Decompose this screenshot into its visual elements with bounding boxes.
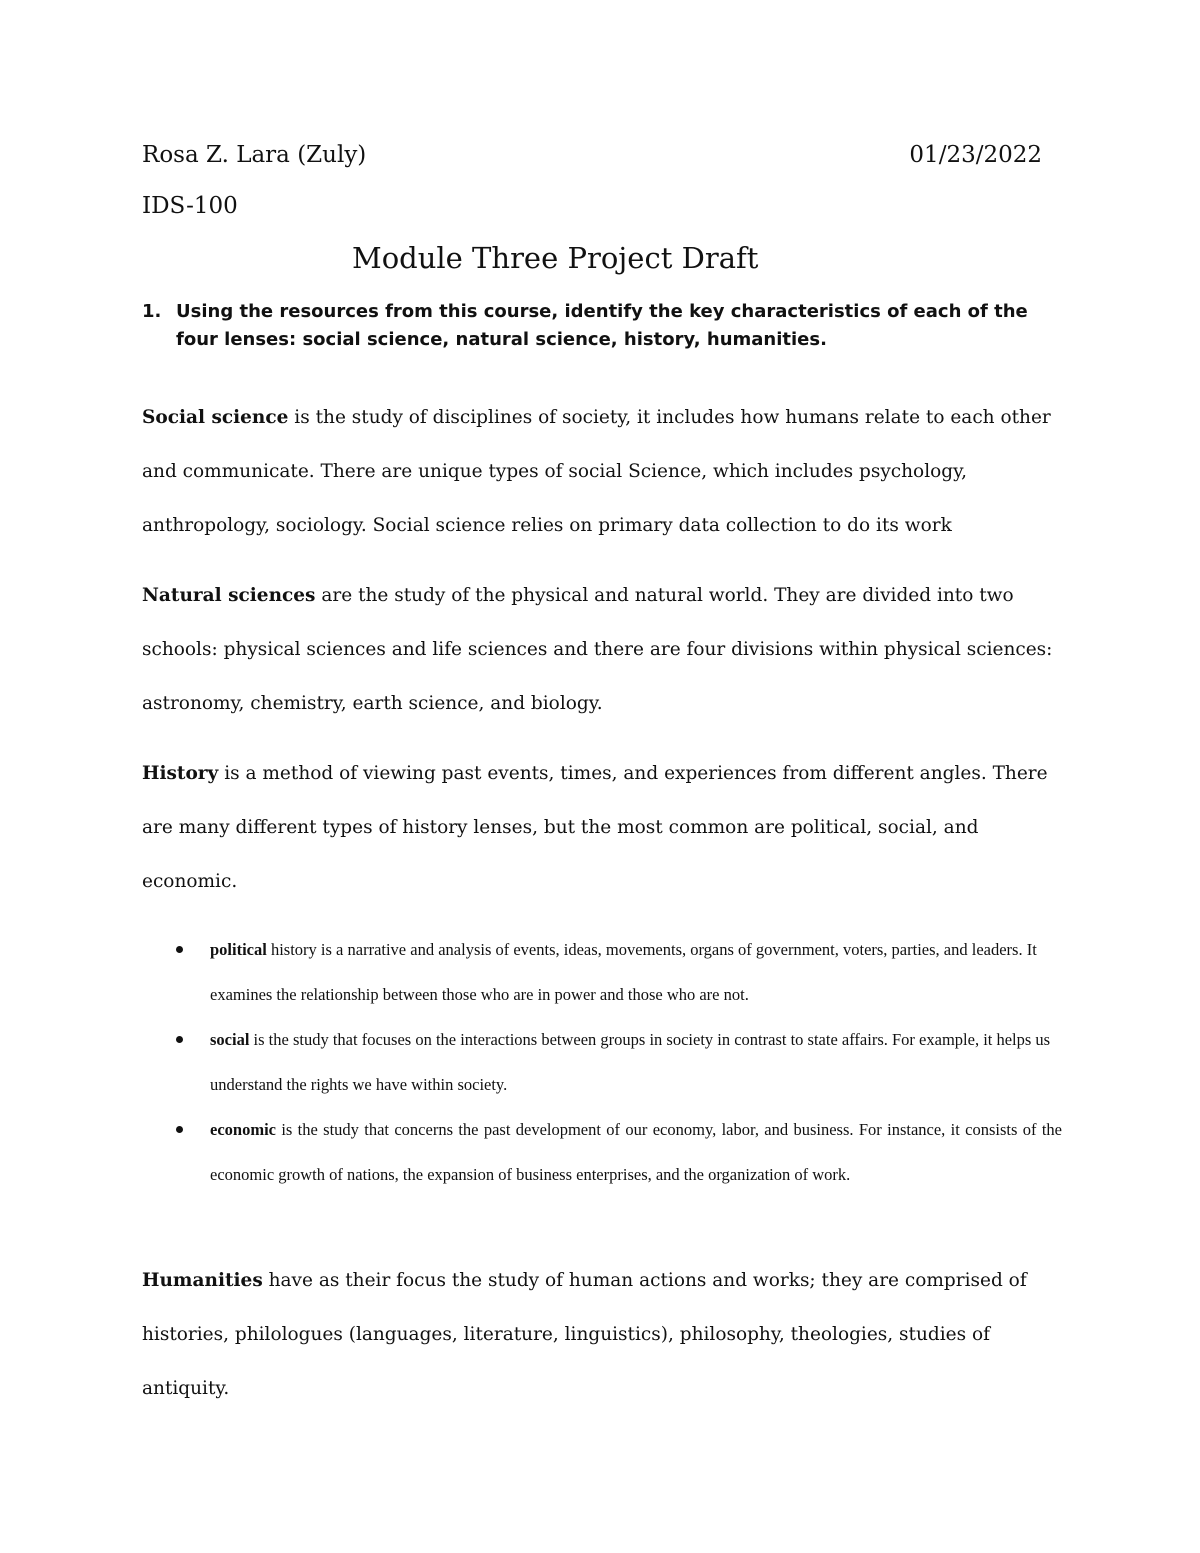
list-item xyxy=(172,1107,1062,1197)
term-natural-sciences: Natural sciences xyxy=(142,585,316,606)
term-history: History xyxy=(142,763,219,784)
question-text: Using the resources from this course, identify the key characteristics of each of the four lenses: social science, natural science, history, humanities. xyxy=(176,301,1028,350)
list-item xyxy=(172,1017,1062,1107)
history-bullet-list xyxy=(172,927,1062,1197)
term-humanities: Humanities xyxy=(142,1270,263,1291)
bullet-term: political xyxy=(210,940,267,959)
document-date: 01/23/2022 xyxy=(909,142,1042,168)
header-row xyxy=(142,142,1042,178)
paragraph-history xyxy=(142,747,1062,909)
author-name: Rosa Z. Lara (Zuly) xyxy=(142,142,367,168)
list-item xyxy=(172,927,1062,1017)
paragraph-social-science xyxy=(142,391,1062,553)
bullet-icon xyxy=(176,946,183,953)
bullet-term: social xyxy=(210,1030,250,1049)
bullet-text: history is a narrative and analysis of events, ideas, movements, organs of government, voters, parties, and leaders. It examines the relationship between those who are in power and those who are not. xyxy=(210,940,1037,1004)
paragraph-humanities xyxy=(142,1254,1062,1416)
bullet-icon xyxy=(176,1126,183,1133)
history-text: is a method of viewing past events, times, and experiences from different angles. There are many different types of history lenses, but the most common are political, social, and economic. xyxy=(142,763,1048,892)
paragraph-natural-sciences xyxy=(142,569,1062,731)
course-code: IDS-100 xyxy=(142,193,238,219)
page-title: Module Three Project Draft xyxy=(352,241,759,275)
bullet-text: is the study that focuses on the interactions between groups in society in contrast to state affairs. For example, it helps us understand the rights we have within society. xyxy=(210,1030,1051,1094)
social-science-text: is the study of disciplines of society, it includes how humans relate to each other and communicate. There are unique types of social Science, which includes psychology, anthropology, sociology. Social science relies on primary data collection to do its work xyxy=(142,407,1051,536)
question-number: 1. xyxy=(142,301,162,322)
natural-sciences-text: are the study of the physical and natural world. They are divided into two schools: physical sciences and life sciences and there are four divisions within physical sciences: astronomy, chemistry, earth science, and biology. xyxy=(142,585,1053,714)
bullet-icon xyxy=(176,1036,183,1043)
term-social-science: Social science xyxy=(142,407,289,428)
humanities-text: have as their focus the study of human actions and works; they are comprised of histories, philologues (languages, literature, linguistics), philosophy, theologies, studies of antiquity. xyxy=(142,1270,1027,1399)
bullet-text: is the study that concerns the past development of our economy, labor, and business. For instance, it consists of the economic growth of nations, the expansion of business enterprises, and the organization of work. xyxy=(210,1120,1062,1184)
bullet-term: economic xyxy=(210,1120,276,1139)
